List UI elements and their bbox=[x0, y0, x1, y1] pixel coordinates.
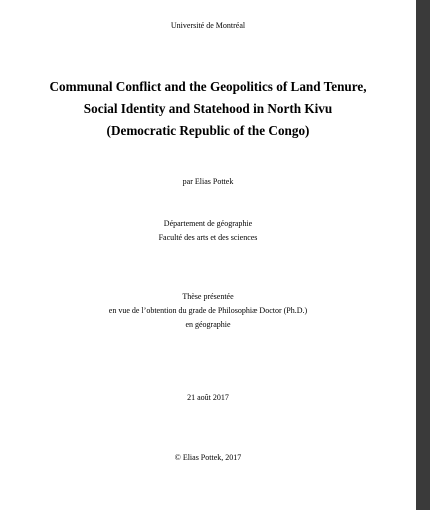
copyright-line: © Elias Pottek, 2017 bbox=[174, 453, 242, 462]
author-line: par Elias Pottek bbox=[182, 177, 234, 186]
institution-name: Université de Montréal bbox=[170, 21, 246, 30]
department-line: Département de géographie bbox=[163, 219, 253, 228]
degree-purpose-line: en vue de l’obtention du grade de Philosophiæ Doctor (Ph.D.) bbox=[108, 306, 308, 315]
date-line: 21 août 2017 bbox=[187, 393, 229, 402]
thesis-label: Thèse présentée bbox=[182, 292, 234, 301]
faculty-line: Faculté des arts et des sciences bbox=[158, 233, 258, 242]
field-line: en géographie bbox=[185, 320, 231, 329]
thesis-title-line-1: Communal Conflict and the Geopolitics of Land Tenure, bbox=[49, 79, 367, 94]
viewer-right-edge bbox=[416, 0, 430, 510]
thesis-title-line-3: (Democratic Republic of the Congo) bbox=[106, 123, 310, 138]
thesis-title-line-2: Social Identity and Statehood in North Kivu bbox=[83, 101, 333, 116]
